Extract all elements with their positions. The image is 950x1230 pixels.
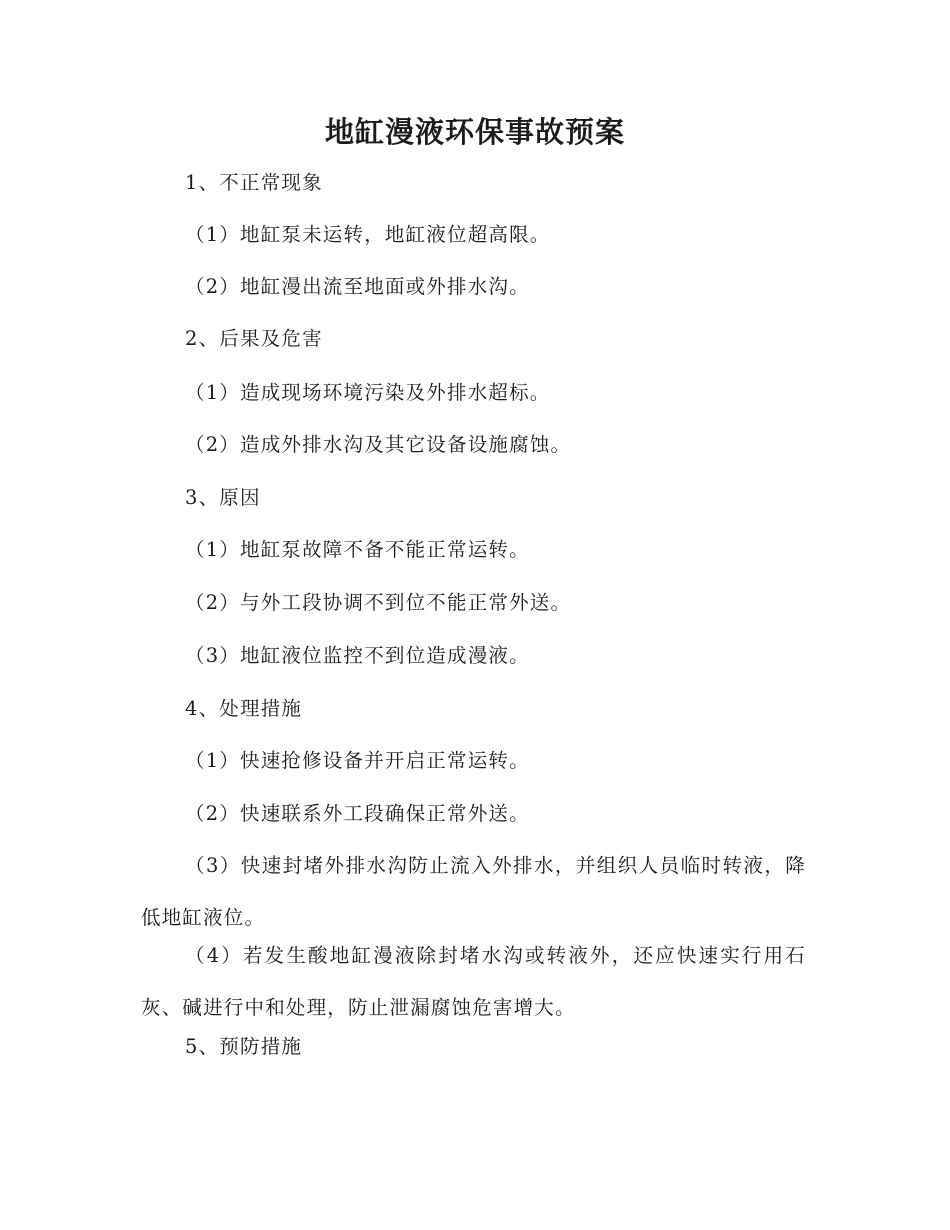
section-1-item-1: （1）地缸泵未运转，地缸液位超高限。 [185, 223, 551, 246]
section-heading-3: 3、原因 [185, 486, 261, 509]
section-3-item-3: （3）地缸液位监控不到位造成漫液。 [185, 644, 530, 667]
section-2-item-2: （2）造成外排水沟及其它设备设施腐蚀。 [185, 433, 572, 456]
document-title: 地缸漫液环保事故预案 [324, 115, 625, 149]
section-4-item-4: （4）若发生酸地缸漫液除封堵水沟或转液外，还应快速实行用石灰、碱进行中和处理，防止泄漏腐蚀危害增大。 [141, 944, 806, 1019]
section-4-item-2: （2）快速联系外工段确保正常外送。 [185, 802, 530, 825]
section-3-item-2: （2）与外工段协调不到位不能正常外送。 [185, 591, 572, 614]
section-heading-5: 5、预防措施 [185, 1035, 303, 1058]
section-3-item-1: （1）地缸泵故障不备不能正常运转。 [185, 538, 530, 561]
section-heading-1: 1、不正常现象 [185, 171, 323, 194]
section-4-item-1: （1）快速抢修设备并开启正常运转。 [185, 749, 530, 772]
section-4-item-3: （3）快速封堵外排水沟防止流入外排水，并组织人员临时转液，降低地缸液位。 [141, 854, 806, 929]
section-heading-4: 4、处理措施 [185, 697, 303, 720]
section-heading-2: 2、后果及危害 [185, 327, 323, 350]
section-1-item-2: （2）地缸漫出流至地面或外排水沟。 [185, 275, 530, 298]
section-2-item-1: （1）造成现场环境污染及外排水超标。 [185, 381, 551, 404]
